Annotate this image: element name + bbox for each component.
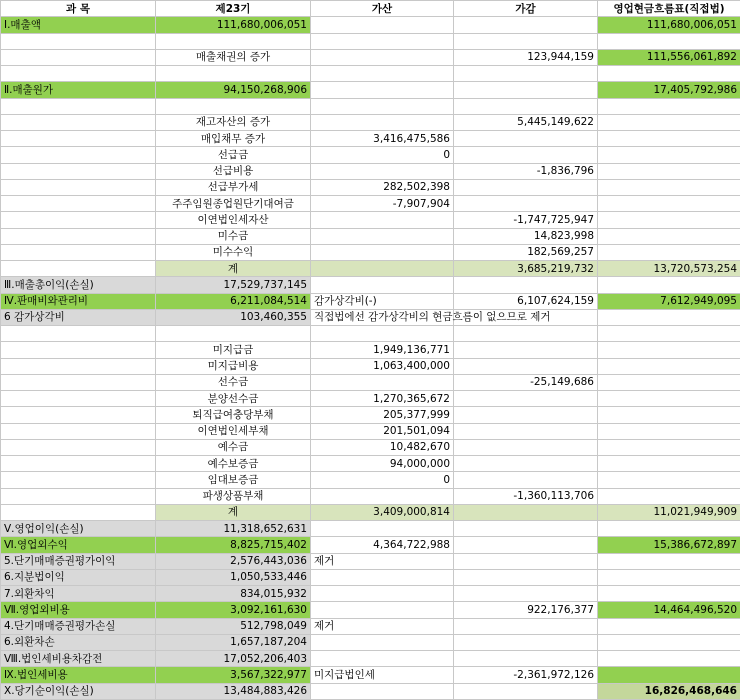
- cell[interactable]: [1, 114, 156, 130]
- cell[interactable]: [598, 98, 740, 114]
- column-header[interactable]: 과 목: [1, 1, 156, 17]
- cell[interactable]: [454, 472, 598, 488]
- cell[interactable]: [598, 521, 740, 537]
- table-row: [1, 521, 740, 537]
- cell[interactable]: [1, 98, 156, 114]
- cell[interactable]: [598, 326, 740, 342]
- cell[interactable]: 선급부가세: [156, 179, 311, 195]
- cell[interactable]: [1, 439, 156, 455]
- cell[interactable]: [598, 212, 740, 228]
- cell[interactable]: 1,657,187,204: [156, 634, 311, 650]
- cell[interactable]: 205,377,999: [311, 407, 454, 423]
- cell[interactable]: 예수금: [156, 439, 311, 455]
- cell[interactable]: [598, 553, 740, 569]
- cell[interactable]: [598, 277, 740, 293]
- cell[interactable]: [454, 342, 598, 358]
- column-header[interactable]: 가감: [454, 1, 598, 17]
- cell[interactable]: [598, 131, 740, 147]
- cell[interactable]: [454, 358, 598, 374]
- cell[interactable]: [311, 66, 454, 82]
- cell[interactable]: 10,482,670: [311, 439, 454, 455]
- cell[interactable]: 예수보증금: [156, 456, 311, 472]
- cell[interactable]: 매출채권의 증가: [156, 49, 311, 65]
- cell[interactable]: [311, 326, 454, 342]
- cell[interactable]: 14,823,998: [454, 228, 598, 244]
- cell[interactable]: 17,529,737,145: [156, 277, 311, 293]
- cell[interactable]: [1, 228, 156, 244]
- cell[interactable]: -1,747,725,947: [454, 212, 598, 228]
- cell[interactable]: Ⅴ.영업이익(손실): [1, 521, 156, 537]
- cell[interactable]: [454, 82, 598, 98]
- table-row: [1, 228, 740, 244]
- cell[interactable]: [1, 261, 156, 277]
- cell[interactable]: [1, 163, 156, 179]
- table-row: [1, 131, 740, 147]
- cell[interactable]: [1, 472, 156, 488]
- cell[interactable]: -1,360,113,706: [454, 488, 598, 504]
- cell[interactable]: 6.지분법이익: [1, 569, 156, 585]
- cell[interactable]: Ⅸ.법인세비용: [1, 667, 156, 683]
- cell[interactable]: 6.외환차손: [1, 634, 156, 650]
- cell[interactable]: [454, 131, 598, 147]
- cell[interactable]: [454, 683, 598, 699]
- cell[interactable]: Ⅵ.영업외수익: [1, 537, 156, 553]
- header-row: [1, 1, 740, 17]
- cell[interactable]: 미수금: [156, 228, 311, 244]
- cell[interactable]: [454, 147, 598, 163]
- cell[interactable]: 922,176,377: [454, 602, 598, 618]
- cell[interactable]: [598, 147, 740, 163]
- cell[interactable]: [311, 49, 454, 65]
- cell[interactable]: 7,612,949,095: [598, 293, 740, 309]
- cell[interactable]: 182,569,257: [454, 244, 598, 260]
- cell[interactable]: 직접법에선 감가상각비의 현금흐름이 없으므로 제거: [311, 309, 454, 325]
- cell[interactable]: 임대보증금: [156, 472, 311, 488]
- cell[interactable]: 282,502,398: [311, 179, 454, 195]
- cell[interactable]: 6 감가상각비: [1, 309, 156, 325]
- table-row: [1, 163, 740, 179]
- cell[interactable]: [311, 17, 454, 33]
- cell[interactable]: 8,825,715,402: [156, 537, 311, 553]
- cell[interactable]: 17,405,792,986: [598, 82, 740, 98]
- table-row: [1, 456, 740, 472]
- cell[interactable]: [598, 667, 740, 683]
- cell[interactable]: 94,150,268,906: [156, 82, 311, 98]
- cell[interactable]: 4.단기매매증권평가손실: [1, 618, 156, 634]
- cell[interactable]: [598, 488, 740, 504]
- cell[interactable]: 이연법인세자산: [156, 212, 311, 228]
- cell[interactable]: [156, 33, 311, 49]
- table-row: [1, 439, 740, 455]
- cell[interactable]: 3,092,161,630: [156, 602, 311, 618]
- cell[interactable]: 11,021,949,909: [598, 504, 740, 520]
- cell[interactable]: 0: [311, 147, 454, 163]
- cell[interactable]: [1, 456, 156, 472]
- cell[interactable]: [454, 423, 598, 439]
- cell[interactable]: 계: [156, 504, 311, 520]
- cell[interactable]: [598, 374, 740, 390]
- table-row: [1, 277, 740, 293]
- cell[interactable]: 1,063,400,000: [311, 358, 454, 374]
- cell[interactable]: 1,270,365,672: [311, 391, 454, 407]
- cell[interactable]: [598, 163, 740, 179]
- cell[interactable]: 111,680,006,051: [156, 17, 311, 33]
- cell[interactable]: [598, 33, 740, 49]
- cell[interactable]: Ⅷ.법인세비용차감전: [1, 651, 156, 667]
- cell[interactable]: [311, 521, 454, 537]
- table-row: [1, 586, 740, 602]
- table-row: [1, 553, 740, 569]
- cell[interactable]: 감가상각비(-): [311, 293, 454, 309]
- table-row: [1, 293, 740, 309]
- cell[interactable]: 13,720,573,254: [598, 261, 740, 277]
- cell[interactable]: [311, 163, 454, 179]
- cell[interactable]: [598, 114, 740, 130]
- cell[interactable]: [598, 456, 740, 472]
- cell[interactable]: [311, 651, 454, 667]
- cell[interactable]: [1, 391, 156, 407]
- cell[interactable]: [1, 342, 156, 358]
- cell[interactable]: 6,211,084,514: [156, 293, 311, 309]
- cell[interactable]: [598, 472, 740, 488]
- cell[interactable]: [1, 504, 156, 520]
- cell[interactable]: [156, 66, 311, 82]
- cell[interactable]: [454, 196, 598, 212]
- cell[interactable]: [1, 66, 156, 82]
- cell[interactable]: [598, 179, 740, 195]
- cell[interactable]: [454, 569, 598, 585]
- table-row: [1, 326, 740, 342]
- cell[interactable]: [598, 439, 740, 455]
- cell[interactable]: [1, 179, 156, 195]
- cell[interactable]: 5,445,149,622: [454, 114, 598, 130]
- cell[interactable]: [598, 391, 740, 407]
- cell[interactable]: [311, 586, 454, 602]
- cell[interactable]: [454, 456, 598, 472]
- cell[interactable]: [1, 131, 156, 147]
- cell[interactable]: [311, 569, 454, 585]
- cell[interactable]: [311, 114, 454, 130]
- cell[interactable]: [1, 196, 156, 212]
- table-row: [1, 537, 740, 553]
- cell[interactable]: [598, 651, 740, 667]
- cell[interactable]: 계: [156, 261, 311, 277]
- table-row: [1, 49, 740, 65]
- cell[interactable]: [454, 521, 598, 537]
- table-row: [1, 342, 740, 358]
- cell[interactable]: [454, 66, 598, 82]
- cell[interactable]: 123,944,159: [454, 49, 598, 65]
- cell[interactable]: 3,567,322,977: [156, 667, 311, 683]
- cell[interactable]: 미지급비용: [156, 358, 311, 374]
- cell[interactable]: [311, 33, 454, 49]
- cell[interactable]: 퇴직급여충당부채: [156, 407, 311, 423]
- column-header[interactable]: 영업현금흐름표(직접법): [598, 1, 740, 17]
- cell[interactable]: 주주임원종업원단기대여금: [156, 196, 311, 212]
- cell[interactable]: [311, 277, 454, 293]
- table-row: [1, 309, 740, 325]
- cell[interactable]: [598, 618, 740, 634]
- table-row: [1, 504, 740, 520]
- cell[interactable]: [1, 326, 156, 342]
- table-row: [1, 667, 740, 683]
- table-row: [1, 472, 740, 488]
- cell[interactable]: [1, 147, 156, 163]
- cell[interactable]: [311, 374, 454, 390]
- cell[interactable]: 매입채무 증가: [156, 131, 311, 147]
- cell[interactable]: 미수수익: [156, 244, 311, 260]
- cell[interactable]: 11,318,652,631: [156, 521, 311, 537]
- table-row: [1, 82, 740, 98]
- cell[interactable]: -2,361,972,126: [454, 667, 598, 683]
- cell[interactable]: 3,409,000,814: [311, 504, 454, 520]
- cell[interactable]: 0: [311, 472, 454, 488]
- cell[interactable]: 6,107,624,159: [454, 293, 598, 309]
- cell[interactable]: 201,501,094: [311, 423, 454, 439]
- cell[interactable]: [598, 309, 740, 325]
- cell[interactable]: [598, 358, 740, 374]
- cell[interactable]: [598, 407, 740, 423]
- table-row: [1, 618, 740, 634]
- table-row: [1, 391, 740, 407]
- cell[interactable]: Ⅶ.영업외비용: [1, 602, 156, 618]
- cell[interactable]: [311, 634, 454, 650]
- cell[interactable]: 15,386,672,897: [598, 537, 740, 553]
- cell[interactable]: [454, 504, 598, 520]
- table-row: [1, 634, 740, 650]
- cell[interactable]: [454, 634, 598, 650]
- table-row: [1, 98, 740, 114]
- table-row: [1, 17, 740, 33]
- cell[interactable]: 재고자산의 증가: [156, 114, 311, 130]
- table-row: [1, 261, 740, 277]
- cell[interactable]: [1, 49, 156, 65]
- cell[interactable]: [598, 66, 740, 82]
- cell[interactable]: 4,364,722,988: [311, 537, 454, 553]
- cell[interactable]: Ⅹ.당기순이익(손실): [1, 683, 156, 699]
- table-row: [1, 244, 740, 260]
- cell[interactable]: [454, 33, 598, 49]
- cell[interactable]: -25,149,686: [454, 374, 598, 390]
- cell[interactable]: Ⅳ.판매비와관리비: [1, 293, 156, 309]
- table-row: [1, 33, 740, 49]
- column-header[interactable]: 제23기: [156, 1, 311, 17]
- cell[interactable]: [454, 391, 598, 407]
- column-header[interactable]: 가산: [311, 1, 454, 17]
- cell[interactable]: 13,484,883,426: [156, 683, 311, 699]
- cell[interactable]: 분양선수금: [156, 391, 311, 407]
- cell[interactable]: 제거: [311, 553, 454, 569]
- table-row: [1, 602, 740, 618]
- cell[interactable]: [311, 212, 454, 228]
- table-row: [1, 212, 740, 228]
- cell[interactable]: 94,000,000: [311, 456, 454, 472]
- cell[interactable]: 2,576,443,036: [156, 553, 311, 569]
- table-row: [1, 179, 740, 195]
- table-row: [1, 423, 740, 439]
- cell[interactable]: Ⅱ.매출원가: [1, 82, 156, 98]
- cell[interactable]: -1,836,796: [454, 163, 598, 179]
- table-row: [1, 651, 740, 667]
- cell[interactable]: 3,685,219,732: [454, 261, 598, 277]
- cell[interactable]: 미지급법인세: [311, 667, 454, 683]
- cell[interactable]: [454, 98, 598, 114]
- cell[interactable]: [1, 358, 156, 374]
- cell[interactable]: [454, 586, 598, 602]
- table-row: [1, 114, 740, 130]
- cell[interactable]: [311, 244, 454, 260]
- cell[interactable]: 16,826,468,646: [598, 683, 740, 699]
- cell[interactable]: [598, 423, 740, 439]
- cell[interactable]: 14,464,496,520: [598, 602, 740, 618]
- cell[interactable]: 512,798,049: [156, 618, 311, 634]
- cell[interactable]: -7,907,904: [311, 196, 454, 212]
- cell[interactable]: [311, 683, 454, 699]
- cell[interactable]: [598, 342, 740, 358]
- cell[interactable]: [454, 326, 598, 342]
- table-row: [1, 358, 740, 374]
- cell[interactable]: [311, 82, 454, 98]
- cell[interactable]: [1, 33, 156, 49]
- cell[interactable]: 3,416,475,586: [311, 131, 454, 147]
- cell[interactable]: [311, 602, 454, 618]
- cell[interactable]: [598, 228, 740, 244]
- cell[interactable]: [454, 277, 598, 293]
- cell[interactable]: [454, 17, 598, 33]
- table-row: [1, 147, 740, 163]
- cell[interactable]: 제거: [311, 618, 454, 634]
- cell[interactable]: [454, 618, 598, 634]
- cell[interactable]: 선급금: [156, 147, 311, 163]
- cell[interactable]: [311, 228, 454, 244]
- cell[interactable]: [156, 326, 311, 342]
- cell[interactable]: [1, 488, 156, 504]
- cell[interactable]: 834,015,932: [156, 586, 311, 602]
- cell[interactable]: [598, 196, 740, 212]
- cell[interactable]: 이연법인세부채: [156, 423, 311, 439]
- cell[interactable]: [156, 98, 311, 114]
- cell[interactable]: [598, 586, 740, 602]
- cell[interactable]: [598, 244, 740, 260]
- cell[interactable]: Ⅰ.매출액: [1, 17, 156, 33]
- table-row: [1, 407, 740, 423]
- cell[interactable]: 17,052,206,403: [156, 651, 311, 667]
- cell[interactable]: 111,680,006,051: [598, 17, 740, 33]
- table-row: [1, 374, 740, 390]
- cell[interactable]: [1, 423, 156, 439]
- cell[interactable]: [598, 634, 740, 650]
- cell[interactable]: [1, 212, 156, 228]
- table-row: [1, 683, 740, 699]
- table-row: [1, 488, 740, 504]
- cell[interactable]: [1, 407, 156, 423]
- cell[interactable]: 7.외환차익: [1, 586, 156, 602]
- cell[interactable]: [1, 244, 156, 260]
- cell[interactable]: [454, 537, 598, 553]
- cell[interactable]: 5.단기매매증권평가이익: [1, 553, 156, 569]
- table-row: [1, 569, 740, 585]
- cell[interactable]: 103,460,355: [156, 309, 311, 325]
- table-row: [1, 196, 740, 212]
- cell[interactable]: 1,050,533,446: [156, 569, 311, 585]
- cell[interactable]: 1,949,136,771: [311, 342, 454, 358]
- cell[interactable]: 파생상품부채: [156, 488, 311, 504]
- cell[interactable]: [454, 179, 598, 195]
- cell[interactable]: 선급비용: [156, 163, 311, 179]
- cell[interactable]: [311, 98, 454, 114]
- cell[interactable]: [454, 553, 598, 569]
- cell[interactable]: [454, 651, 598, 667]
- table-row: [1, 66, 740, 82]
- cell[interactable]: [311, 261, 454, 277]
- cell[interactable]: [1, 374, 156, 390]
- cell[interactable]: 미지급금: [156, 342, 311, 358]
- cell[interactable]: Ⅲ.매출총이익(손실): [1, 277, 156, 293]
- cell[interactable]: [454, 407, 598, 423]
- cell[interactable]: 선수금: [156, 374, 311, 390]
- cell[interactable]: [311, 488, 454, 504]
- cell[interactable]: [598, 569, 740, 585]
- cell[interactable]: 111,556,061,892: [598, 49, 740, 65]
- cell[interactable]: [454, 439, 598, 455]
